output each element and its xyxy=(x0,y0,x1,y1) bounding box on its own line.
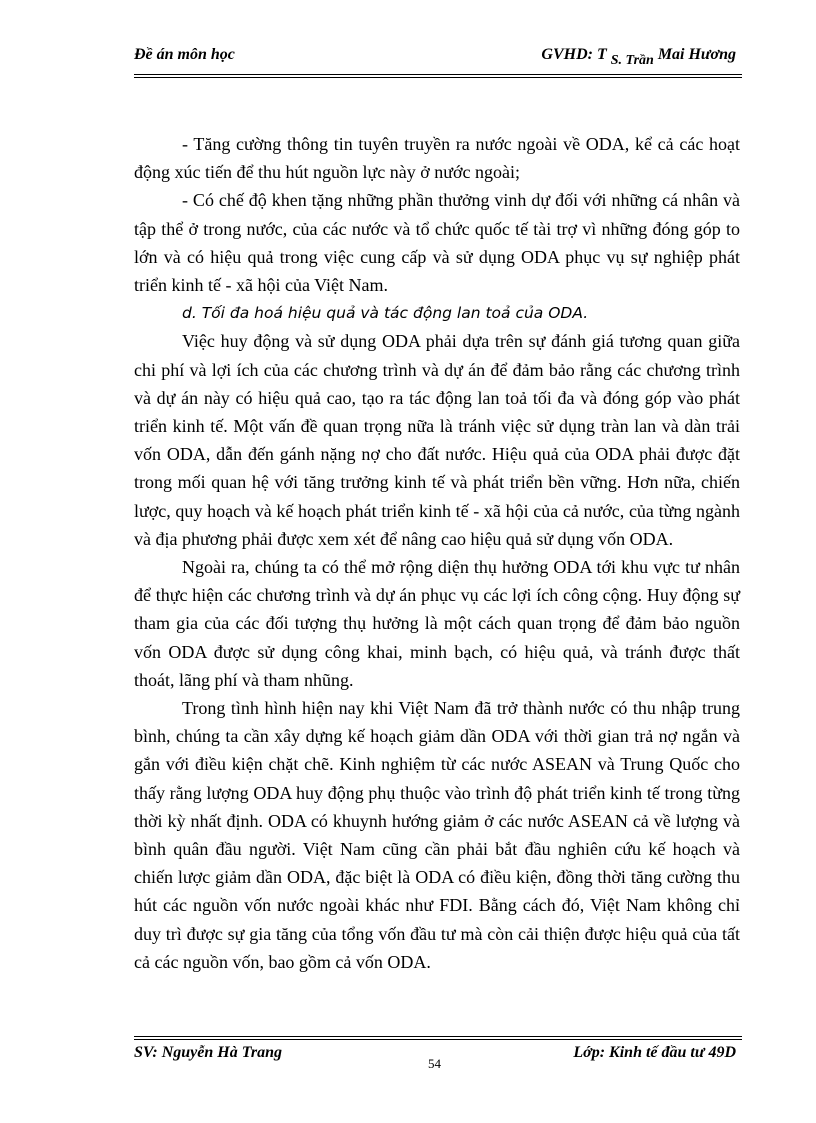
paragraph: Trong tình hình hiện nay khi Việt Nam đã trở thành nước có thu nhập trung bình, chúng ta cần xây dựng kế hoạch giảm dần ODA với thời gian trả nợ ngắn và gắn với điều kiện chặt chẽ. Kinh nghiệm từ các nước ASEAN và Trung Quốc cho thấy rằng lượng ODA huy động phụ thuộc vào trình độ phát triển kinh tế trong từng thời kỳ nhất định. ODA có khuynh hướng giảm ở các nước ASEAN cả về lượng và bình quân đầu người. Việt Nam cũng cần phải bắt đầu nghiên cứu kế hoạch và chiến lược giảm dần ODA, đặc biệt là ODA có điều kiện, đồng thời tăng cường thu hút các nguồn vốn nước ngoài khác như FDI. Bằng cách đó, Việt Nam không chỉ duy trì được sự gia tăng của tổng vốn đầu tư mà còn cải thiện được hiệu quả của tất cả các nguồn vốn, bao gồm cả vốn ODA. xyxy=(134,698,740,972)
header-supervisor-small: S. Trần xyxy=(610,53,654,68)
paragraph: - Có chế độ khen tặng những phần thưởng vinh dự đối với những cá nhân và tập thể ở trong nước, của các nước và tổ chức quốc tế tài trợ vì những đóng góp to lớn và có hiệu quả trong việc cung cấp và sử dụng ODA phục vụ sự nghiệp phát triển kinh tế - xã hội của Việt Nam. xyxy=(134,190,740,296)
header-divider xyxy=(134,77,742,78)
page-number: 54 xyxy=(428,1056,441,1071)
footer-divider-thin xyxy=(134,1036,742,1037)
footer-class: Lớp: Kinh tế đầu tư 49D xyxy=(573,1044,736,1061)
header-supervisor-prefix: GVHD: T xyxy=(541,46,607,63)
paragraph: Việc huy động và sử dụng ODA phải dựa trên sự đánh giá tương quan giữa chi phí và lợi ích của các chương trình và dự án để đảm bảo rằng các chương trình và dự án này có hiệu quả cao, tạo ra tác động lan toả tối đa và đóng góp vào phát triển kinh tế. Một vấn đề quan trọng nữa là tránh việc sử dụng tràn lan và dàn trải vốn ODA, dẫn đến gánh nặng nợ cho đất nước. Hiệu quả của ODA phải được đặt trong mối quan hệ với tăng trưởng kinh tế và phát triển bền vững. Hơn nữa, chiến lược, quy hoạch và kế hoạch phát triển kinh tế - xã hội của cả nước, của từng ngành và địa phương phải được xem xét để nâng cao hiệu quả sử dụng vốn ODA. xyxy=(134,331,740,549)
paragraph: Ngoài ra, chúng ta có thể mở rộng diện thụ hưởng ODA tới khu vực tư nhân để thực hiện các chương trình và dự án phục vụ các lợi ích công cộng. Huy động sự tham gia của các đối tượng thụ hưởng là một cách quan trọng để đảm bảo nguồn vốn ODA được sử dụng công khai, minh bạch, có hiệu quả, và tránh được thất thoát, lãng phí và tham nhũng. xyxy=(134,557,740,690)
footer-divider xyxy=(134,1039,742,1040)
page-header xyxy=(134,40,742,75)
section-heading: d. Tối đa hoá hiệu quả và tác động lan toả của ODA. xyxy=(182,304,589,323)
header-supervisor-suffix: Mai Hương xyxy=(653,46,736,63)
header-supervisor xyxy=(541,46,736,68)
footer-student-name: SV: Nguyễn Hà Trang xyxy=(134,1044,283,1061)
document-body xyxy=(134,130,740,976)
paragraph: - Tăng cường thông tin tuyên truyền ra nước ngoài về ODA, kể cả các hoạt động xúc tiến để thu hút nguồn lực này ở nước ngoài; xyxy=(134,134,740,183)
header-course-title: Đề án môn học xyxy=(134,46,235,63)
